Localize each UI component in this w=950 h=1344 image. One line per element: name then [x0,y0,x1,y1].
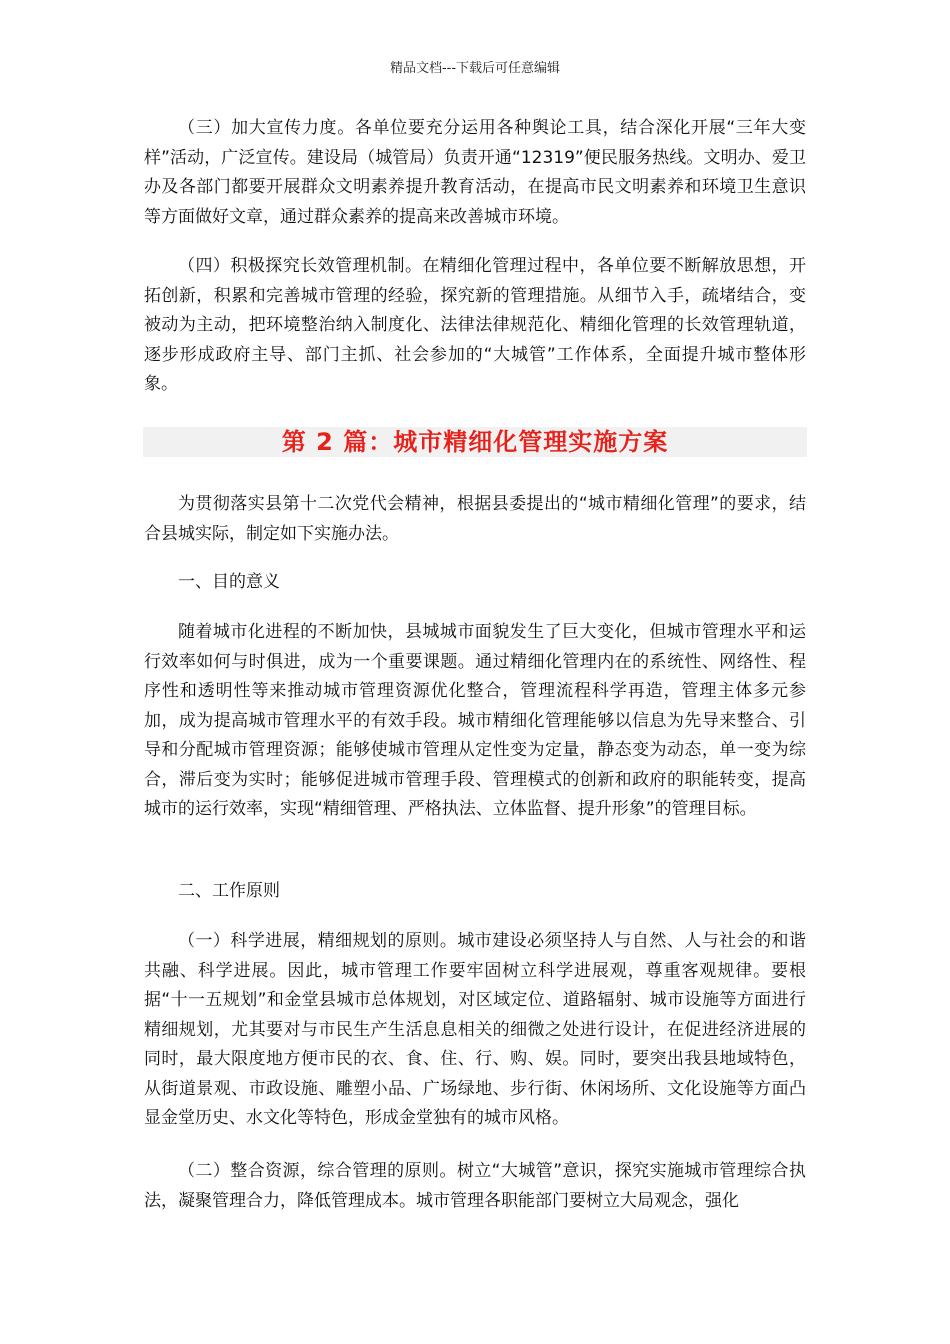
heading-purpose: 一、目的意义 [178,572,280,592]
heading-principles: 二、工作原则 [178,881,280,901]
paragraph-publicity: （三）加大宣传力度。各单位要充分运用各种舆论工具，结合深化开展“三年大变样”活动，广泛宣传。建设局（城管局）负责开通“12319”便民服务热线。文明办、爱卫办及各部门都要开展群众文明素养提升教育活动，在提高市民文明素养和环境卫生意识等方面做好文章，通过群众素养的提高来改善城市环境。 [144,118,806,227]
paragraph-long-term-mechanism: （四）积极探究长效管理机制。在精细化管理过程中，各单位要不断解放思想，开拓创新，积累和完善城市管理的经验，探究新的管理措施。从细节入手，疏堵结合，变被动为主动，把环境整治纳入制度化、法律法律规范化、精细化管理的长效管理轨道，逐步形成政府主导、部门主抓、社会参加的“大城管”工作体系，全面提升城市整体形象。 [144,256,806,394]
paragraph-intro: 为贯彻落实县第十二次党代会精神，根据县委提出的“城市精细化管理”的要求，结合县城实际，制定如下实施办法。 [144,494,806,544]
paragraph-purpose: 随着城市化进程的不断加快，县城城市面貌发生了巨大变化，但城市管理水平和运行效率如何与时俱进，成为一个重要课题。通过精细化管理内在的系统性、网络性、程序性和透明性等来推动城市管理资源优化整合，管理流程科学再造，管理主体多元参加，成为提高城市管理水平的有效手段。城市精细化管理能够以信息为先导来整合、引导和分配城市管理资源；能够使城市管理从定性变为定量，静态变为动态，单一变为综合，滞后变为实时；能够促进城市管理手段、管理模式的创新和政府的职能转变，提高城市的运行效率，实现“精细管理、严格执法、立体监督、提升形象”的管理目标。 [144,622,806,819]
header-note: 精品文档---下载后可任意编辑 [389,61,561,76]
section-title: 第 2 篇：城市精细化管理实施方案 [281,428,669,456]
paragraph-principle-one: （一）科学进展，精细规划的原则。城市建设必须坚持人与自然、人与社会的和谐共融、科学进展。因此，城市管理工作要牢固树立科学进展观，尊重客观规律。要根据“十一五规划”和金堂县城市总体规划，对区域定位、道路辐射、城市设施等方面进行精细规划，尤其要对与市民生产生活息息相关的细微之处进行设计，在促进经济进展的同时，最大限度地方便市民的衣、食、住、行、购、娱。同时，要突出我县地域特色，从街道景观、市政设施、雕塑小品、广场绿地、步行街、休闲场所、文化设施等方面凸显金堂历史、水文化等特色，形成金堂独有的城市风格。 [144,931,806,1128]
paragraph-principle-two: （二）整合资源，综合管理的原则。树立“大城管”意识，探究实施城市管理综合执法，凝聚管理合力，降低管理成本。城市管理各职能部门要树立大局观念，强化 [144,1161,806,1211]
